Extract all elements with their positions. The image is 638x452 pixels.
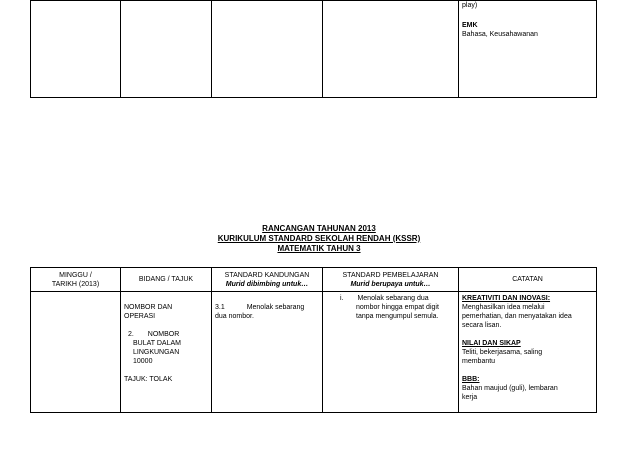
previous-page-table bbox=[30, 0, 597, 98]
spacer bbox=[124, 366, 208, 375]
catatan-cell bbox=[459, 292, 597, 413]
bidang-item-text: NOMBOR bbox=[147, 331, 180, 338]
kandungan-text: dua nombor. bbox=[215, 313, 254, 320]
spacer bbox=[124, 321, 208, 330]
header-minggu-label: MINGGU / bbox=[59, 271, 92, 279]
catatan-text: Teliti, bekerjasama, saling bbox=[462, 349, 543, 356]
header-kandungan-sub: Murid dibimbing untuk… bbox=[225, 280, 309, 288]
table-cell bbox=[121, 1, 212, 98]
catatan-heading: NILAI DAN SIKAP bbox=[462, 340, 521, 347]
table-cell bbox=[31, 1, 121, 98]
kandungan-cell bbox=[212, 292, 323, 413]
catatan-text: secara lisan. bbox=[462, 322, 502, 329]
catatan-heading: BBB: bbox=[462, 376, 480, 383]
header-pembelajaran-sub: Murid berupaya untuk… bbox=[350, 280, 431, 288]
note-line-emk: EMK bbox=[462, 22, 478, 29]
bidang-title: OPERASI bbox=[124, 313, 156, 320]
spacer bbox=[462, 330, 593, 339]
table-header-row bbox=[31, 268, 597, 292]
yearly-plan-table bbox=[30, 267, 597, 413]
table-row bbox=[31, 1, 597, 98]
table-cell bbox=[212, 1, 323, 98]
pembelajaran-cell bbox=[323, 292, 459, 413]
header-kandungan-label: STANDARD KANDUNGAN bbox=[224, 271, 310, 279]
note-line: Bahasa, Keusahawanan bbox=[462, 31, 538, 38]
note-line-blank bbox=[462, 10, 593, 21]
bidang-item bbox=[124, 330, 208, 339]
spacer bbox=[124, 294, 208, 303]
kandungan-number: 3.1 bbox=[215, 304, 225, 311]
spacer bbox=[215, 294, 319, 303]
kandungan-item bbox=[215, 303, 319, 312]
bidang-item-number: 2. bbox=[128, 331, 134, 338]
header-catatan: CATATAN bbox=[459, 268, 597, 292]
note-line: play) bbox=[462, 2, 478, 9]
catatan-text: Bahan maujud (guli), lembaran bbox=[462, 385, 558, 392]
minggu-cell bbox=[31, 292, 121, 413]
header-minggu bbox=[31, 268, 121, 292]
catatan-text: pemerhatian, dan menyatakan idea bbox=[462, 313, 572, 320]
bidang-item-text: 10000 bbox=[133, 358, 153, 365]
header-kandungan bbox=[212, 268, 323, 292]
title-line-1: RANCANGAN TAHUNAN 2013 bbox=[262, 224, 376, 233]
catatan-heading: KREATIVITI DAN INOVASI: bbox=[462, 295, 551, 302]
pembelajaran-item bbox=[326, 294, 455, 303]
bidang-item-text: LINGKUNGAN bbox=[133, 349, 180, 356]
catatan-text: Menghasilkan idea melalui bbox=[462, 304, 545, 311]
pembelajaran-text: nombor hingga empat digit bbox=[356, 304, 439, 311]
table-cell bbox=[323, 1, 459, 98]
document-title bbox=[0, 224, 638, 254]
title-line-3: MATEMATIK TAHUN 3 bbox=[277, 244, 361, 253]
bidang-cell bbox=[121, 292, 212, 413]
table-row bbox=[31, 292, 597, 413]
bidang-item-text: BULAT DALAM bbox=[133, 340, 181, 347]
title-line-2: KURIKULUM STANDARD SEKOLAH RENDAH (KSSR) bbox=[217, 234, 421, 243]
catatan-text: membantu bbox=[462, 358, 496, 365]
spacer bbox=[462, 366, 593, 375]
header-pembelajaran bbox=[323, 268, 459, 292]
header-pembelajaran-label: STANDARD PEMBELAJARAN bbox=[342, 271, 439, 279]
pembelajaran-text: Menolak sebarang dua bbox=[357, 295, 429, 302]
header-bidang: BIDANG / TAJUK bbox=[121, 268, 212, 292]
bidang-title: NOMBOR DAN bbox=[124, 304, 173, 311]
header-tarikh-label: TARIKH (2013) bbox=[51, 280, 100, 288]
pembelajaran-text: tanpa mengumpul semula. bbox=[356, 313, 439, 320]
kandungan-text: Menolak sebarang bbox=[246, 304, 305, 311]
tajuk-label: TAJUK: TOLAK bbox=[124, 376, 173, 383]
pembelajaran-number: i. bbox=[340, 295, 344, 302]
catatan-note-cell bbox=[459, 1, 597, 98]
catatan-text: kerja bbox=[462, 394, 478, 401]
